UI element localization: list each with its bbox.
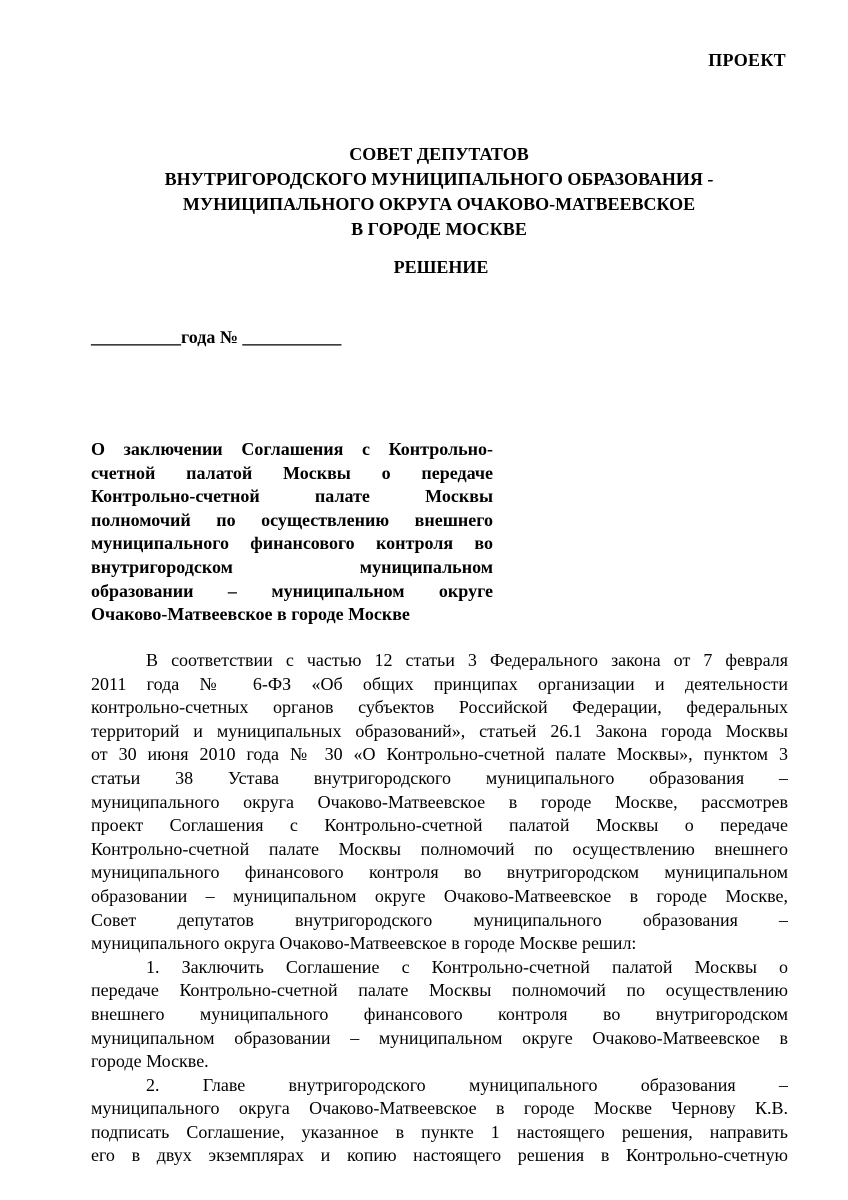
- preamble-line: муниципального округа Очаково-Матвеевское в городе Москве, рассмотрев: [91, 791, 788, 812]
- council-header-line: В ГОРОДЕ МОСКВЕ: [351, 219, 527, 239]
- subject-line: полномочий по осуществлению внешнего: [91, 509, 493, 530]
- item-2-line: его в двух экземплярах и копию настоящего решения в Контрольно-счетную: [91, 1145, 788, 1166]
- subject-line: Очаково-Матвеевское в городе Москве: [91, 604, 410, 625]
- decision-subject: [91, 438, 493, 627]
- decision-body: [91, 649, 788, 1168]
- item-2-line: муниципального округа Очаково-Матвеевское в городе Москве Чернову К.В.: [91, 1098, 788, 1119]
- preamble-line: контрольно-счетных органов субъектов Российской Федерации, федеральных: [91, 697, 788, 718]
- preamble-line: Контрольно-счетной палате Москвы полномочий по осуществлению внешнего: [91, 838, 788, 859]
- document-type-title: РЕШЕНИЕ: [393, 257, 489, 277]
- date-number-line: __________года № ___________: [91, 327, 342, 347]
- preamble-line: муниципального финансового контроля во внутригородском муниципальном: [91, 862, 788, 883]
- council-header-line: ВНУТРИГОРОДСКОГО МУНИЦИПАЛЬНОГО ОБРАЗОВАНИЯ -: [164, 169, 714, 189]
- item-2-line: подписать Соглашение, указанное в пункте 1 настоящего решения, направить: [91, 1121, 788, 1142]
- preamble-line: муниципального округа Очаково-Матвеевское в городе Москве решил:: [91, 933, 637, 954]
- item-1-line: городе Москве.: [91, 1051, 209, 1072]
- item-1-line: передаче Контрольно-счетной палате Москвы полномочий по осуществлению: [91, 980, 788, 1001]
- preamble-line: 2011 года № 6-ФЗ «Об общих принципах организации и деятельности: [91, 673, 788, 694]
- council-header-line: СОВЕТ ДЕПУТАТОВ: [349, 144, 529, 164]
- item-1-line: внешнего муниципального финансового контроля во внутригородском: [91, 1003, 788, 1024]
- preamble-line: территорий и муниципальных образований», статьей 26.1 Закона города Москвы: [91, 720, 788, 741]
- item-1-line: муниципальном образовании – муниципальном округе Очаково-Матвеевское в: [91, 1027, 788, 1048]
- subject-line: образовании – муниципальном округе: [91, 580, 493, 601]
- council-header-line: МУНИЦИПАЛЬНОГО ОКРУГА ОЧАКОВО-МАТВЕЕВСКОЕ: [182, 194, 696, 214]
- subject-line: внутригородском муниципальном: [91, 556, 493, 577]
- preamble-line: В соответствии с частью 12 статьи 3 Федерального закона от 7 февраля: [146, 650, 788, 670]
- item-1-line: 1. Заключить Соглашение с Контрольно-счетной палатой Москвы о: [146, 956, 788, 977]
- subject-line: муниципального финансового контроля во: [91, 533, 493, 554]
- council-header: [0, 142, 848, 242]
- item-2-line: 2. Главе внутригородского муниципального образования –: [146, 1074, 788, 1095]
- preamble-line: проект Соглашения с Контрольно-счетной палатой Москвы о передаче: [91, 815, 788, 836]
- preamble-line: статьи 38 Устава внутригородского муниципального образования –: [91, 767, 788, 788]
- preamble-line: от 30 июня 2010 года № 30 «О Контрольно-счетной палате Москвы», пунктом 3: [91, 744, 788, 765]
- preamble-line: Совет депутатов внутригородского муниципального образования –: [91, 909, 788, 930]
- draft-stamp: ПРОЕКТ: [708, 50, 786, 70]
- subject-line: Контрольно-счетной палате Москвы: [91, 486, 493, 507]
- subject-line: счетной палатой Москвы о передаче: [91, 462, 493, 483]
- preamble-line: образовании – муниципальном округе Очаково-Матвеевское в городе Москве,: [91, 885, 788, 906]
- subject-line: О заключении Соглашения с Контрольно-: [91, 439, 493, 459]
